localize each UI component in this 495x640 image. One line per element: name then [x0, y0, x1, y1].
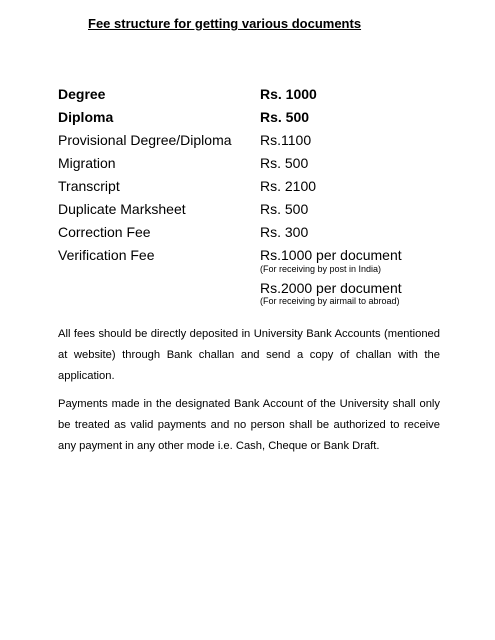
deposit-instructions-paragraph: All fees should be directly deposited in University Bank Accounts (mentioned at website) through Bank challan and send a copy of challan with the application. [58, 328, 440, 382]
fee-amount: Rs. 1000 [260, 86, 317, 102]
page-title: Fee structure for getting various documents [88, 16, 362, 31]
fee-amount: Rs. 500 [260, 201, 309, 217]
fee-row-verification [58, 245, 458, 265]
fee-label: Correction Fee [58, 224, 151, 240]
fee-label: Migration [58, 155, 116, 171]
verification-note-airmail: (For receiving by airmail to abroad) [260, 296, 400, 306]
valid-payments-paragraph: Payments made in the designated Bank Account of the University shall only be treated as valid payments and no person shall be authorized to receive any payment in any other mode i.e. Cash, Cheque or Bank Draft. [58, 398, 440, 452]
fee-label: Degree [58, 86, 106, 102]
fee-row-transcript [58, 176, 458, 196]
fee-label: Duplicate Marksheet [58, 201, 186, 217]
fee-row-migration [58, 153, 458, 173]
verification-note-post: (For receiving by post in India) [260, 264, 382, 274]
fee-label: Provisional Degree/Diploma [58, 132, 232, 148]
fee-row-provisional [58, 130, 458, 150]
fee-row-diploma [58, 107, 458, 127]
fee-row-duplicate-marksheet [58, 199, 458, 219]
fee-label: Verification Fee [58, 247, 155, 263]
fee-row-correction [58, 222, 458, 242]
fee-label: Diploma [58, 109, 114, 125]
fee-amount: Rs.1000 per document [260, 247, 402, 263]
fee-label: Transcript [58, 178, 120, 194]
fee-amount: Rs. 500 [260, 109, 310, 125]
fee-amount: Rs. 500 [260, 155, 309, 171]
fee-amount: Rs.1100 [260, 132, 312, 148]
fee-amount: Rs. 300 [260, 224, 309, 240]
verification-amount-airmail: Rs.2000 per document [260, 280, 402, 296]
fee-row-degree [58, 84, 458, 104]
fee-amount: Rs. 2100 [260, 178, 317, 194]
